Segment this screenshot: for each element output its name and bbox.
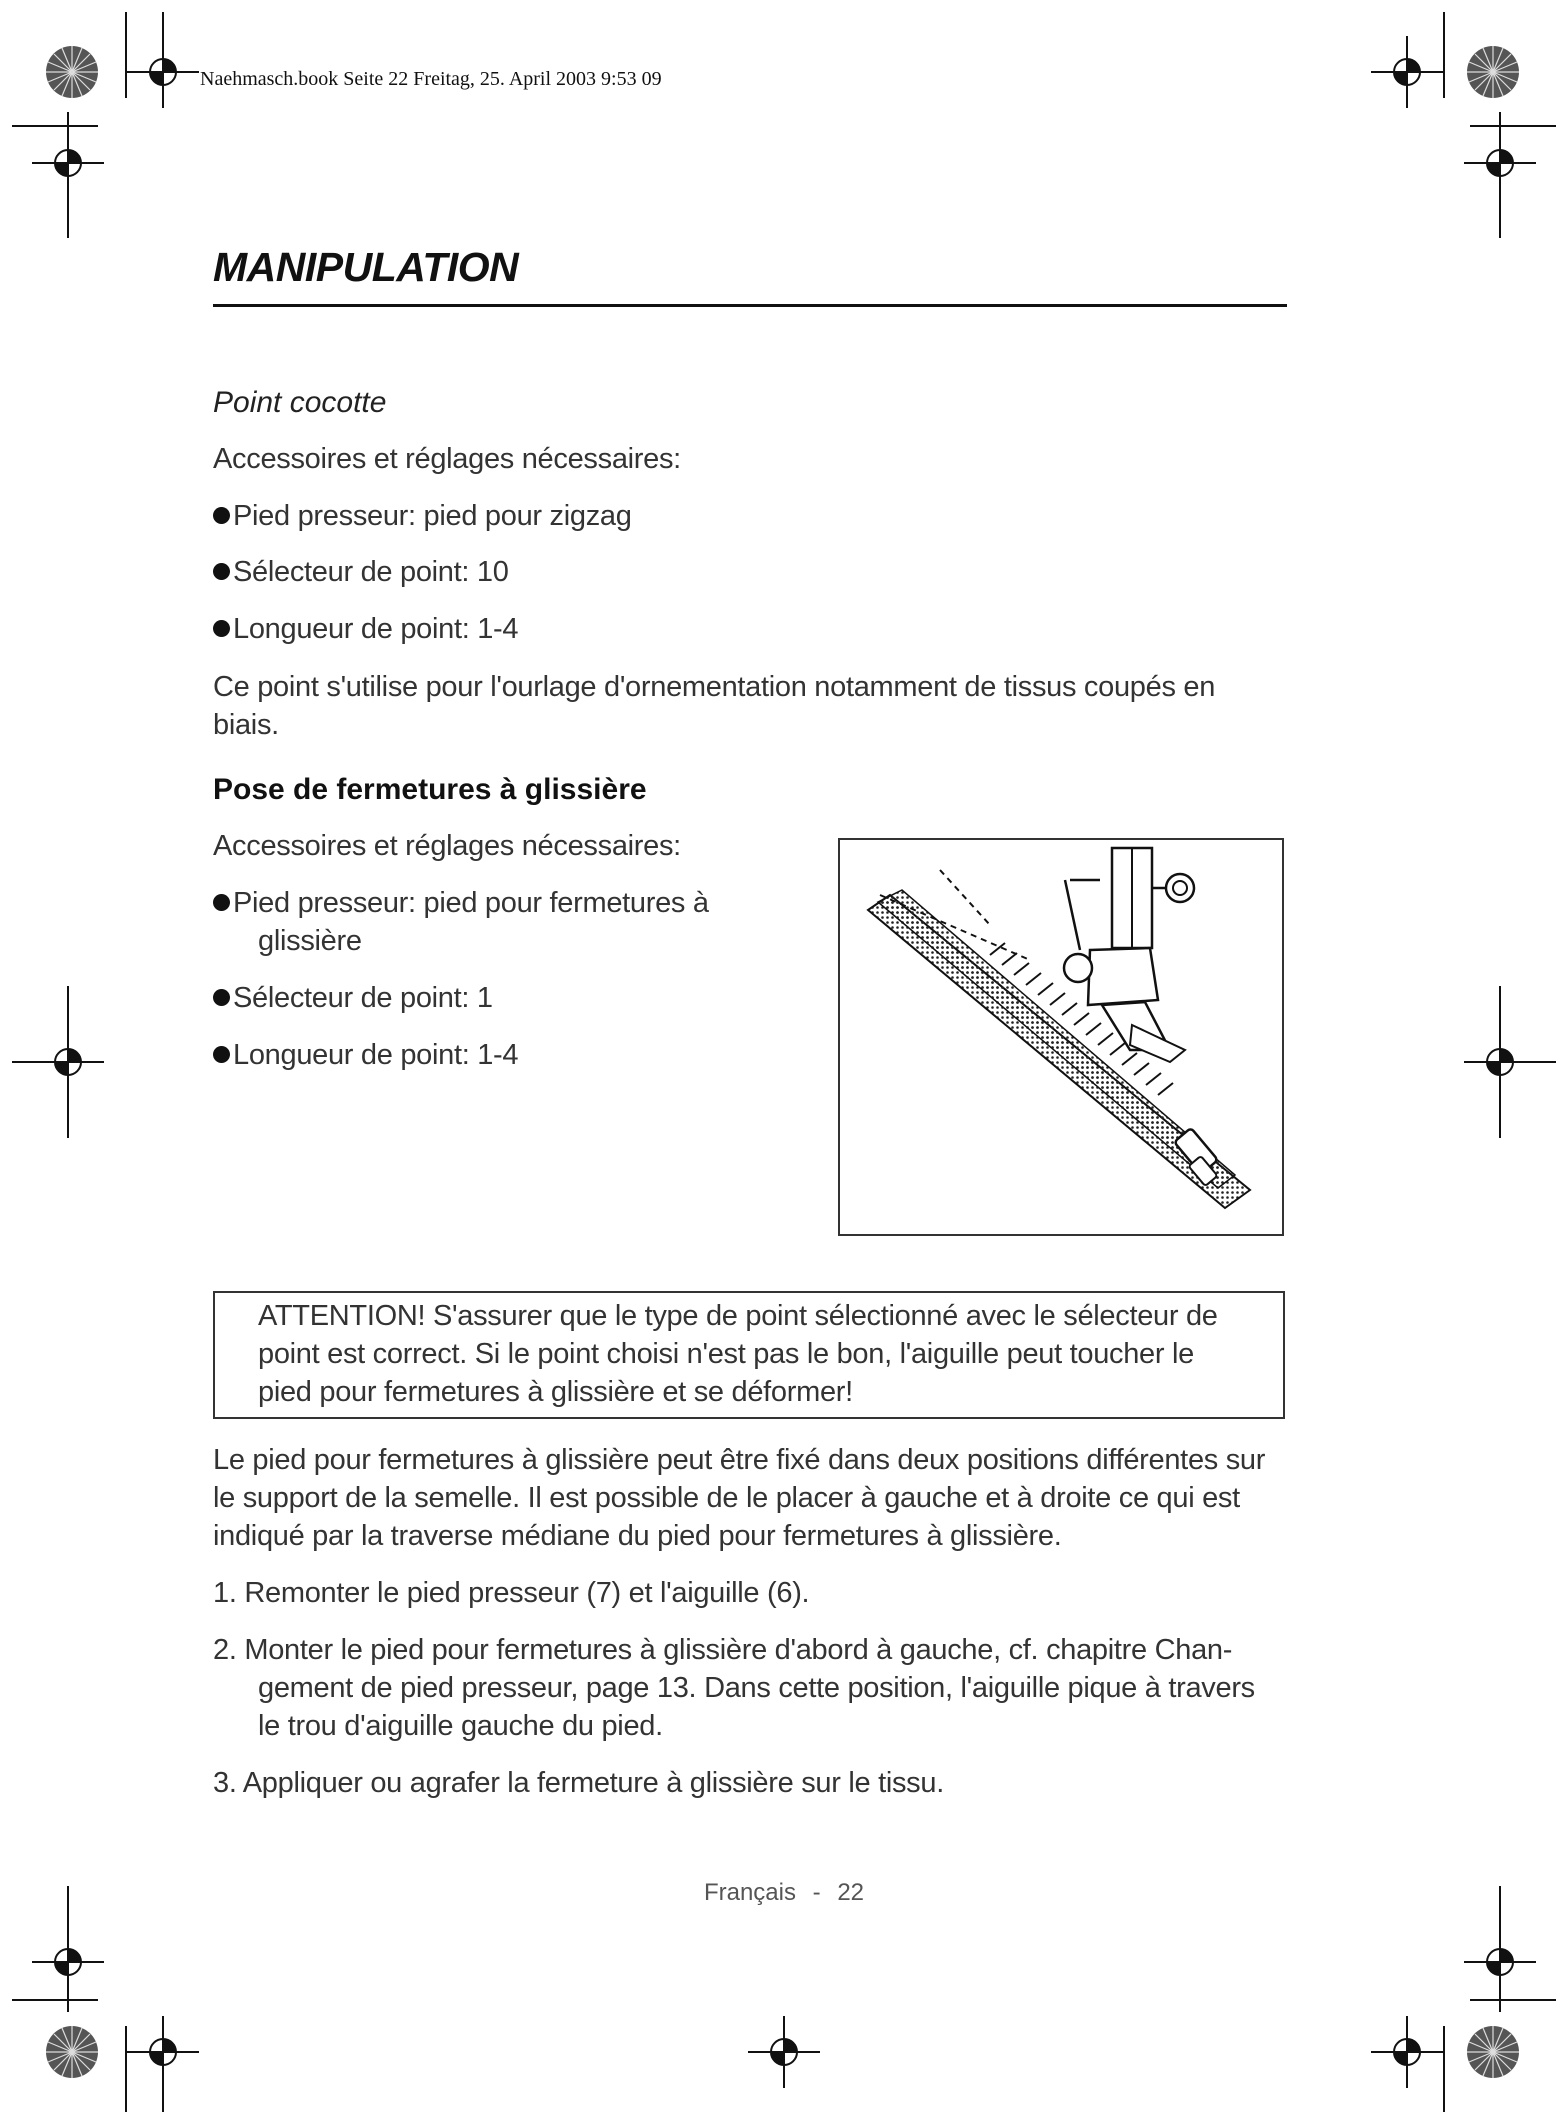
bullet-icon [213, 620, 230, 637]
list-item: Pied presseur: pied pour fermetures à [213, 884, 709, 922]
print-header: Naehmasch.book Seite 22 Freitag, 25. April 2003 9:53 09 [200, 68, 662, 90]
color-target-icon [46, 2026, 98, 2078]
page-title: MANIPULATION [213, 244, 519, 290]
list-item: Longueur de point: 1-4 [213, 610, 518, 648]
step-item: 3. Appliquer ou agrafer la fermeture à glissière sur le tissu. [213, 1767, 944, 1799]
body-paragraph-line: Le pied pour fermetures à glissière peut être fixé dans deux positions différentes sur [213, 1444, 1266, 1476]
page-number: 22 [837, 1879, 865, 1906]
list-item: Sélecteur de point: 1 [213, 979, 493, 1017]
step-item-continuation: gement de pied presseur, page 13. Dans cette position, l'aiguille pique à travers [258, 1672, 1255, 1704]
cocotte-paragraph-line: biais. [213, 709, 279, 741]
bullet-icon [213, 507, 230, 524]
step-item: 1. Remonter le pied presseur (7) et l'aiguille (6). [213, 1577, 810, 1609]
attention-notice: ATTENTION! S'assurer que le type de point sélectionné avec le sélecteur de point est correct. Si le point choisi n'est pas le bon, l'aiguille peut toucher le pied pour fermetures à glissière et se déformer! [258, 1300, 1218, 1408]
footer-separator: - [812, 1879, 821, 1906]
body-paragraph-line: le support de la semelle. Il est possible de le placer à gauche et à droite ce qui est [213, 1482, 1240, 1514]
zipper-foot-illustration [838, 838, 1284, 1236]
cocotte-paragraph-line: Ce point s'utilise pour l'ourlage d'ornementation notamment de tissus coupés en [213, 671, 1216, 703]
registration-mark-icon [1371, 2016, 1443, 2088]
zipper-foot-drawing [840, 840, 1282, 1234]
body-paragraph-line: indiqué par la traverse médiane du pied pour fermetures à glissière. [213, 1520, 1062, 1552]
fermetures-intro: Accessoires et réglages nécessaires: [213, 830, 681, 862]
color-target-icon [1467, 2026, 1519, 2078]
list-item: Pied presseur: pied pour zigzag [213, 497, 632, 535]
step-item: 2. Monter le pied pour fermetures à glissière d'abord à gauche, cf. chapitre Chan- [213, 1634, 1233, 1666]
title-divider [213, 304, 1287, 307]
footer-language: Français [703, 1879, 796, 1906]
list-item: Longueur de point: 1-4 [213, 1036, 518, 1074]
bullet-icon [213, 989, 230, 1006]
heading-point-cocotte: Point cocotte [213, 386, 387, 419]
list-item-continuation: glissière [258, 925, 362, 957]
cocotte-intro: Accessoires et réglages nécessaires: [213, 443, 681, 475]
color-target-icon [1467, 46, 1519, 98]
registration-mark-icon [1371, 36, 1443, 108]
registration-mark-icon [748, 2016, 820, 2088]
heading-fermetures: Pose de fermetures à glissière [213, 773, 647, 806]
list-item: Sélecteur de point: 10 [213, 553, 509, 591]
bullet-icon [213, 894, 230, 911]
step-item-continuation: le trou d'aiguille gauche du pied. [258, 1710, 663, 1742]
bullet-icon [213, 1046, 230, 1063]
color-target-icon [46, 46, 98, 98]
bullet-icon [213, 563, 230, 580]
page-footer [0, 1879, 1568, 1907]
